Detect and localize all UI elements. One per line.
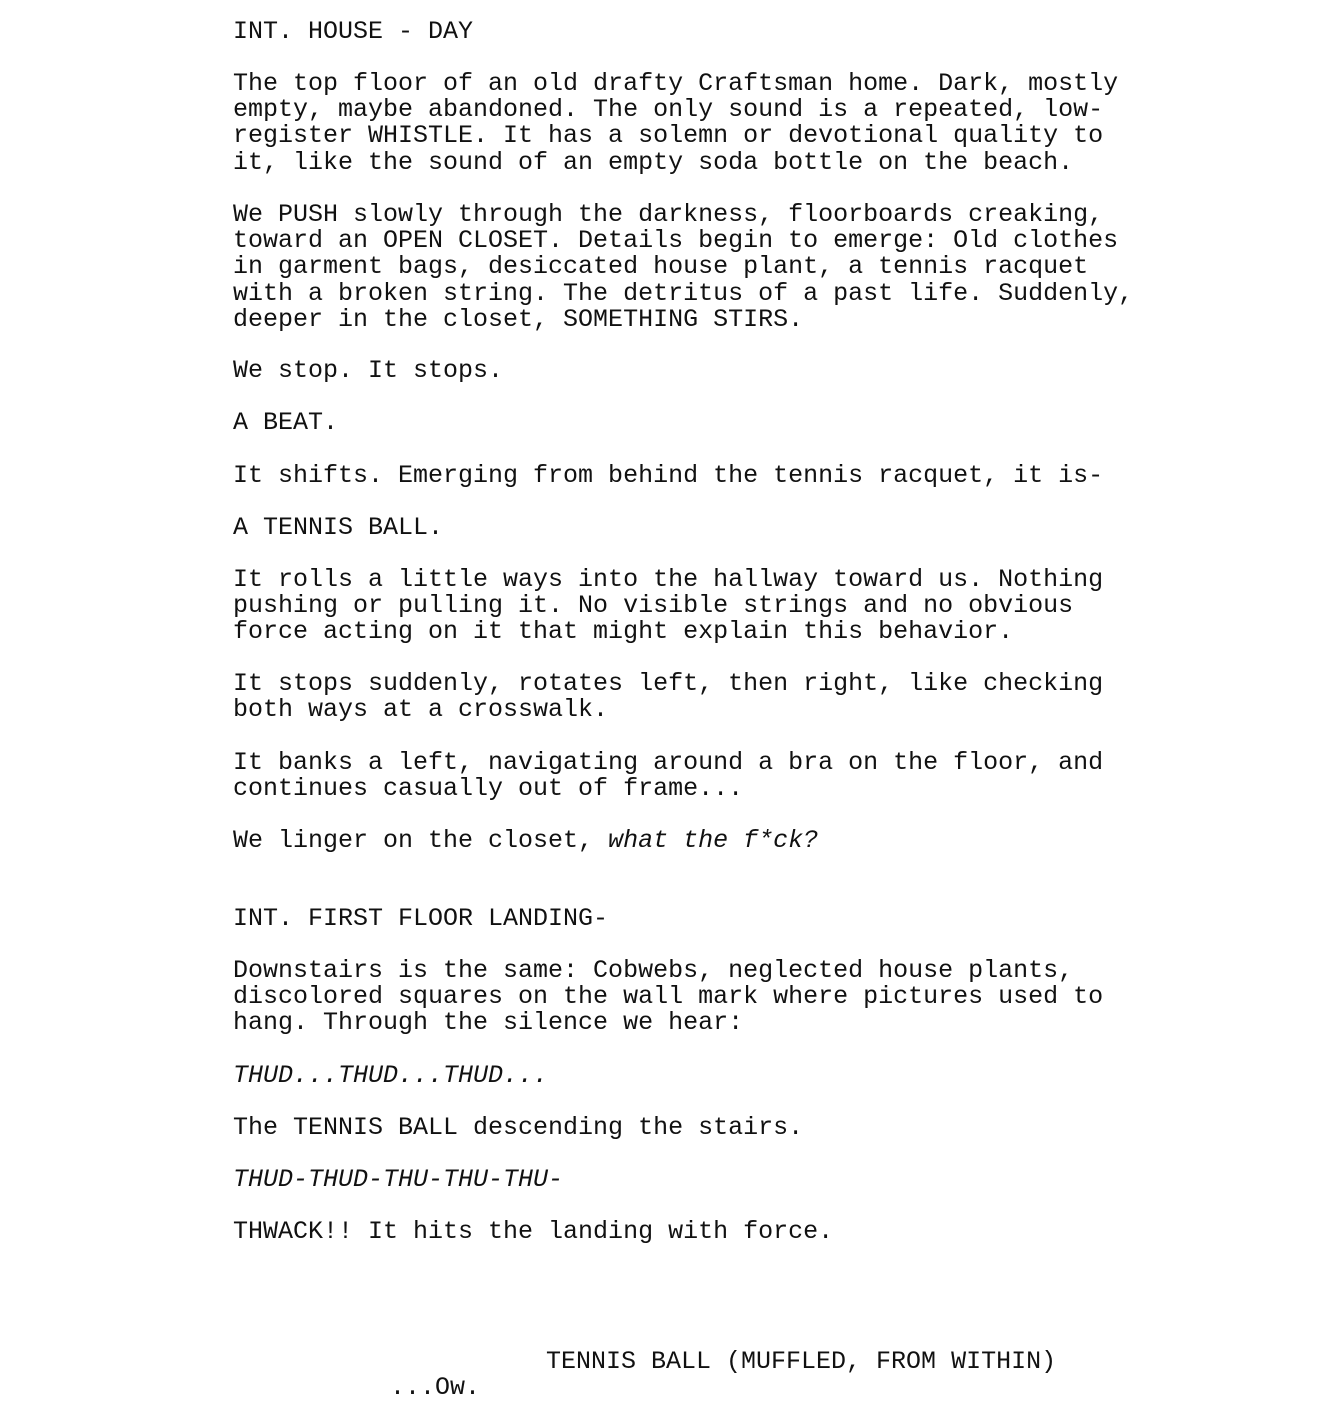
action-paragraph: THWACK!! It hits the landing with force. xyxy=(233,1217,834,1246)
sound-effect: THUD-THUD-THU-THU-THU- xyxy=(233,1165,564,1194)
action-paragraph: We stop. It stops. xyxy=(233,356,504,385)
scene-heading-landing: INT. FIRST FLOOR LANDING- xyxy=(233,904,609,933)
action-paragraph: It rolls a little ways into the hallway toward us. Nothing pushing or pulling it. No visible strings and no obvious force acting on it that might explain this behavior. xyxy=(233,565,1104,647)
action-paragraph: A TENNIS BALL. xyxy=(233,513,444,542)
action-paragraph: It banks a left, navigating around a bra on the floor, and continues casually out of frame... xyxy=(233,748,1104,804)
dialogue-line: ...Ow. xyxy=(390,1373,481,1402)
action-paragraph xyxy=(233,828,1213,854)
action-paragraph: It shifts. Emerging from behind the tennis racquet, it is- xyxy=(233,461,1104,490)
action-italic-text: what the f*ck? xyxy=(608,826,819,855)
action-paragraph: Downstairs is the same: Cobwebs, neglected house plants, discolored squares on the wall mark where pictures used to hang. Through the silence we hear: xyxy=(233,956,1104,1038)
sound-effect: THUD...THUD...THUD... xyxy=(233,1061,549,1090)
character-cue: TENNIS BALL (MUFFLED, FROM WITHIN) xyxy=(546,1347,1057,1376)
action-paragraph: The TENNIS BALL descending the stairs. xyxy=(233,1113,804,1142)
action-paragraph: A BEAT. xyxy=(233,408,339,437)
action-paragraph: We PUSH slowly through the darkness, floorboards creaking, toward an OPEN CLOSET. Details begin to emerge: Old clothes in garment bags, desiccated house plant, a tennis racquet with a broken string. The detritus of a past life. Suddenly, deeper in the closet, SOMETHING STIRS. xyxy=(233,200,1134,334)
action-paragraph: The top floor of an old drafty Craftsman home. Dark, mostly empty, maybe abandoned. The only sound is a repeated, low- register WHISTLE. It has a solemn or devotional quality to it, like the sound of an empty soda bottle on the beach. xyxy=(233,69,1119,177)
scene-heading-house: INT. HOUSE - DAY xyxy=(233,17,474,46)
action-paragraph: It stops suddenly, rotates left, then right, like checking both ways at a crosswalk. xyxy=(233,669,1104,725)
action-text: We linger on the closet, xyxy=(233,826,609,855)
